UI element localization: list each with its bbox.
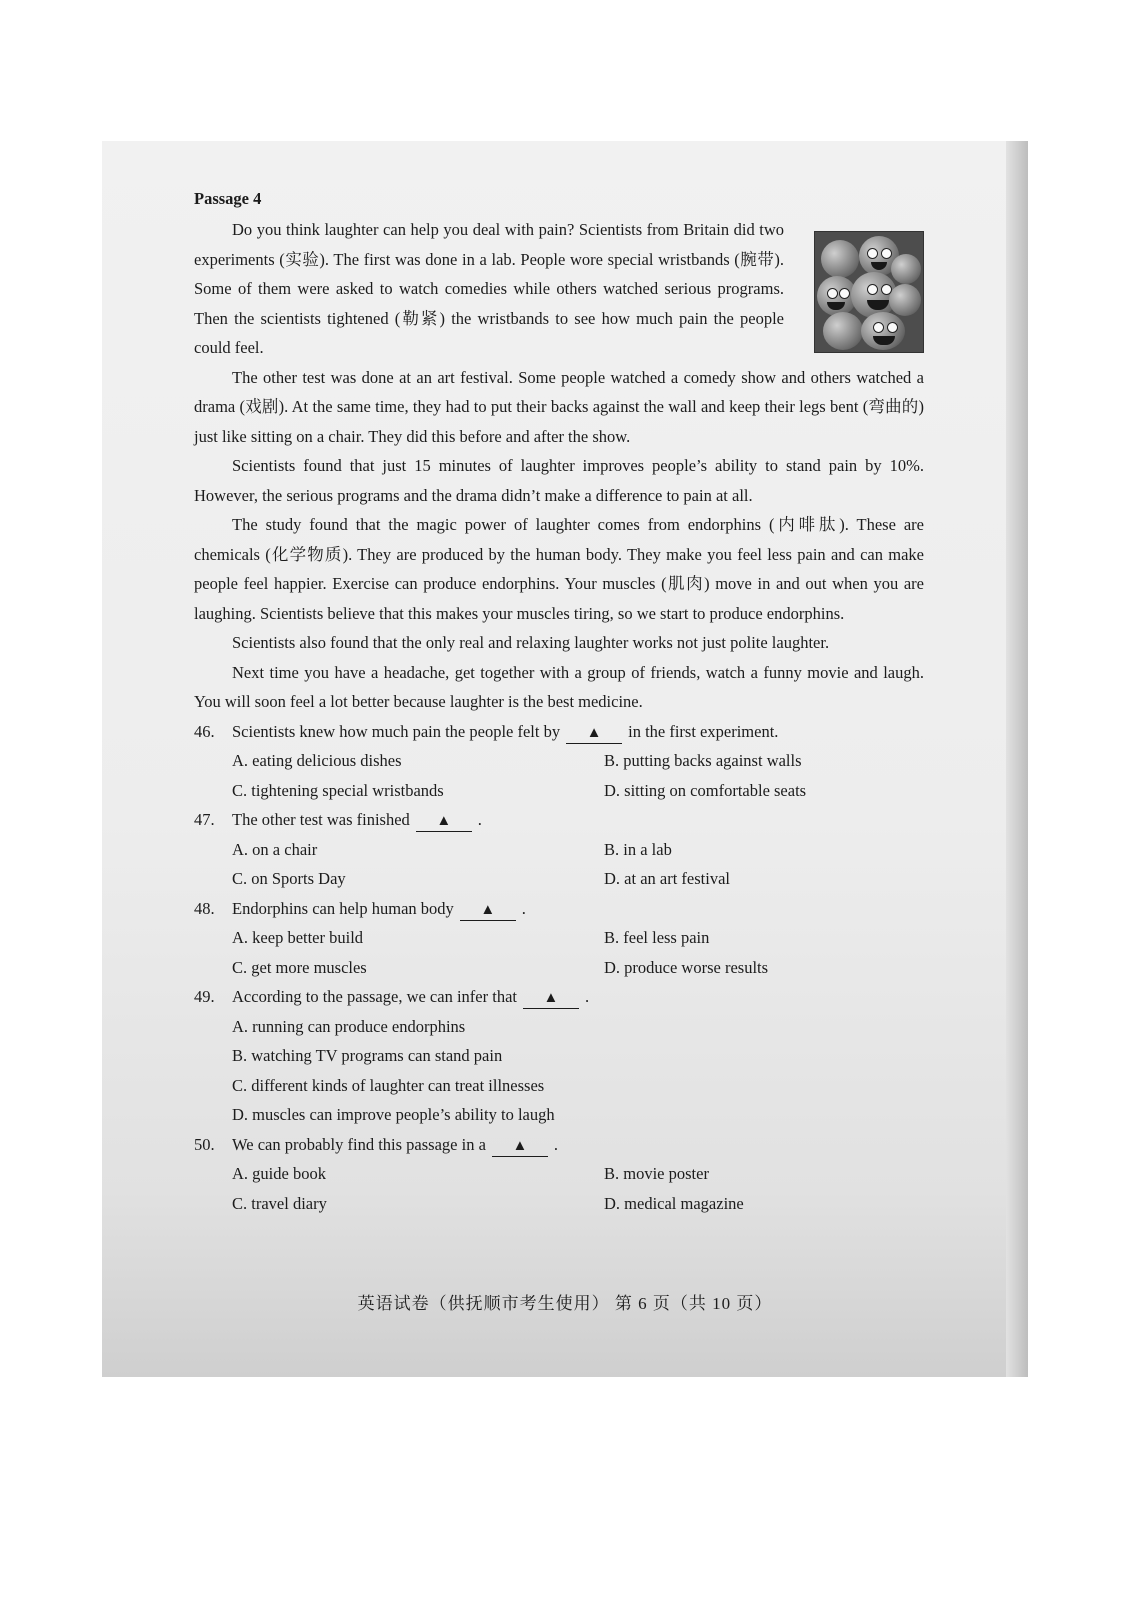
question-number: 46. [194, 721, 215, 741]
option-b: B. in a lab [604, 839, 672, 859]
question-stem-end: . [584, 987, 590, 1006]
option-c: C. on Sports Day [232, 869, 346, 888]
option-a: A. keep better build [232, 928, 364, 947]
passage-title: Passage 4 [194, 189, 262, 208]
option-row [194, 864, 924, 894]
question-49 [194, 982, 924, 1012]
option-a: A. running can produce endorphins [232, 1016, 466, 1036]
laughing-emoji-image [814, 231, 924, 353]
photographed-page [102, 141, 1028, 1377]
option-b: B. putting backs against walls [604, 751, 802, 770]
option-row [194, 1189, 924, 1219]
answer-blank: ▲ [523, 988, 579, 1009]
option-b: B. feel less pain [604, 928, 710, 947]
option-d: D. medical magazine [604, 1193, 744, 1213]
option-row [194, 746, 924, 776]
answer-blank: ▲ [416, 811, 472, 832]
option-d: D. sitting on comfortable seats [604, 780, 807, 800]
paragraph-4: The study found that the magic power of laughter comes from endorphins (内啡肽). These are chemicals (化学物质). They are produced by the human body. They make you feel less pain and can make people feel happier. Exercise can produce endorphins. Your muscles (肌肉) move in and out when you are laughing. Scientists believe that this makes your muscles tiring, so we start to produce endorphins. [194, 515, 924, 623]
option-a: A. guide book [232, 1164, 326, 1183]
question-48 [194, 894, 924, 924]
option-d: D. produce worse results [604, 957, 769, 977]
option-row [194, 923, 924, 953]
question-number: 47. [194, 810, 215, 829]
question-number: 48. [194, 898, 215, 918]
option-a: A. eating delicious dishes [232, 751, 402, 770]
option-row [194, 835, 924, 865]
question-stem-end: . [477, 810, 482, 829]
paragraph-5: Scientists also found that the only real and relaxing laughter works not just polite laughter. [232, 633, 830, 652]
question-stem: According to the passage, we can infer that [232, 987, 517, 1006]
page-footer: 英语试卷（供抚顺市考生使用） 第 6 页（共 10 页） [357, 1294, 773, 1313]
exam-page [194, 187, 924, 1218]
question-47 [194, 805, 924, 835]
question-number: 49. [194, 987, 215, 1006]
option-c: C. get more muscles [232, 957, 367, 977]
paragraph-3: Scientists found that just 15 minutes of laughter improves people’s ability to stand pain by 10%. However, the serious programs and the drama didn’t make a difference to pain at all. [194, 456, 924, 505]
question-stem: The other test was finished [232, 810, 410, 829]
option-d: D. muscles can improve people’s ability to laugh [232, 1105, 555, 1124]
question-46 [194, 717, 924, 747]
question-stem-end: in the first experiment. [628, 721, 779, 741]
option-c: C. travel diary [232, 1193, 327, 1213]
question-stem: Scientists knew how much pain the people felt by [232, 721, 561, 741]
paragraph-2: The other test was done at an art festival. Some people watched a comedy show and others watched a drama (戏剧). At the same time, they had to put their backs against the wall and keep their legs bent (弯曲的) just like sitting on a chair. They did this before and after the show. [194, 367, 924, 446]
answer-blank: ▲ [460, 900, 516, 921]
question-number: 50. [194, 1134, 215, 1154]
option-b: B. watching TV programs can stand pain [232, 1046, 503, 1065]
question-stem: We can probably find this passage in a [232, 1134, 486, 1154]
paragraph-6: Next time you have a headache, get together with a group of friends, watch a funny movie and laugh. You will soon feel a lot better because laughter is the best medicine. [194, 662, 924, 711]
paragraph-1: Do you think laughter can help you deal with pain? Scientists from Britain did two experiments (实验). The first was done in a lab. People wore special wristbands (腕带). Some of them were asked to watch comedies while others watched serious programs. Then the scientists tightened (勒紧) the wristbands to see how much pain the people could feel. [194, 220, 784, 357]
page-shadow-edge [1006, 141, 1028, 1377]
option-d: D. at an art festival [604, 869, 730, 888]
option-c: C. different kinds of laughter can treat illnesses [232, 1075, 545, 1095]
option-b: B. movie poster [604, 1164, 709, 1183]
option-row [194, 953, 924, 983]
option-row [194, 776, 924, 806]
question-stem: Endorphins can help human body [232, 898, 454, 918]
option-c: C. tightening special wristbands [232, 780, 444, 800]
question-50 [194, 1130, 924, 1160]
option-a: A. on a chair [232, 839, 318, 859]
answer-blank: ▲ [492, 1136, 548, 1157]
option-row [194, 1159, 924, 1189]
question-stem-end: . [521, 898, 526, 918]
question-stem-end: . [553, 1134, 559, 1154]
answer-blank: ▲ [566, 723, 622, 744]
